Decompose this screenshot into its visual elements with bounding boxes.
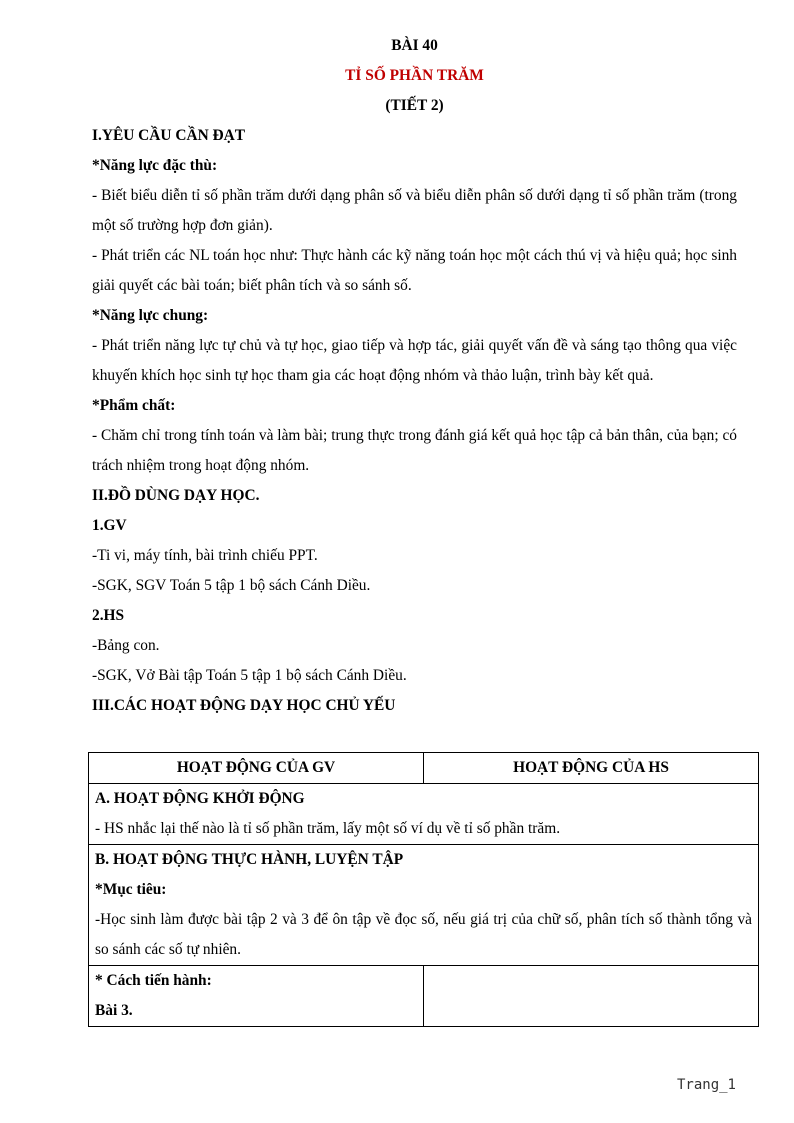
table-row	[89, 784, 759, 845]
procedure-heading: * Cách tiến hành:	[95, 972, 212, 989]
lesson-period: (TIẾT 2)	[385, 97, 444, 114]
specific-competence-p2: - Phát triển các NL toán học như: Thực hành các kỹ năng toán học một cách thú vị và hiệu quả; học sinh giải quyết các bài toán; biết phân tích và so sánh số.	[92, 247, 737, 294]
page-number: Trang_1	[676, 1077, 736, 1093]
practice-goal-text: -Học sinh làm được bài tập 2 và 3 để ôn tập về đọc số, nếu giá trị của chữ số, phân tích số thành tổng và so sánh các số tự nhiên.	[95, 911, 752, 958]
teacher-activity-column-header: HOẠT ĐỘNG CỦA GV	[89, 753, 424, 784]
teacher-material-item: -Ti vi, máy tính, bài trình chiếu PPT.	[92, 547, 318, 564]
practice-heading: B. HOẠT ĐỘNG THỰC HÀNH, LUYỆN TẬP	[95, 851, 404, 868]
quality-p1: - Chăm chỉ trong tính toán và làm bài; trung thực trong đánh giá kết quả học tập cả bản thân, của bạn; có trách nhiệm trong hoạt động nhóm.	[92, 427, 737, 474]
document-page	[92, 33, 737, 721]
teacher-materials-heading: 1.GV	[92, 517, 127, 534]
student-activity-column-header: HOẠT ĐỘNG CỦA HS	[424, 753, 759, 784]
table-row	[89, 845, 759, 966]
specific-competence-heading: *Năng lực đặc thù:	[92, 157, 218, 174]
student-material-item: -SGK, Vở Bài tập Toán 5 tập 1 bộ sách Cánh Diều.	[92, 667, 407, 684]
lesson-title: TỈ SỐ PHẦN TRĂM	[345, 67, 484, 84]
specific-competence-p1: - Biết biểu diễn tỉ số phần trăm dưới dạng phân số và biểu diễn phân số dưới dạng tỉ số phần trăm (trong một số trường hợp đơn giản).	[92, 187, 737, 234]
warmup-heading: A. HOẠT ĐỘNG KHỞI ĐỘNG	[95, 790, 305, 807]
warmup-cell	[89, 784, 759, 845]
general-competence-p1: - Phát triển năng lực tự chủ và tự học, giao tiếp và hợp tác, giải quyết vấn đề và sáng tạo thông qua việc khuyến khích học sinh tự học tham gia các hoạt động nhóm và thảo luận, trình bày kết quả.	[92, 337, 737, 384]
teacher-material-item: -SGK, SGV Toán 5 tập 1 bộ sách Cánh Diều.	[92, 577, 371, 594]
general-competence-heading: *Năng lực chung:	[92, 307, 209, 324]
student-procedure-cell	[424, 966, 759, 1027]
procedure-cell	[89, 966, 424, 1027]
warmup-text: - HS nhắc lại thế nào là tỉ số phần trăm, lấy một số ví dụ về tỉ số phần trăm.	[95, 820, 561, 837]
section-1-heading: I.YÊU CẦU CẦN ĐẠT	[92, 127, 246, 144]
exercise-label: Bài 3.	[95, 1002, 133, 1019]
student-materials-heading: 2.HS	[92, 607, 125, 624]
lesson-number: BÀI 40	[391, 37, 438, 54]
quality-heading: *Phẩm chất:	[92, 397, 176, 414]
student-material-item: -Bảng con.	[92, 637, 160, 654]
table-row	[89, 966, 759, 1027]
section-3-heading: III.CÁC HOẠT ĐỘNG DẠY HỌC CHỦ YẾU	[92, 697, 396, 714]
practice-cell	[89, 845, 759, 966]
activities-table	[88, 752, 759, 1027]
practice-goal-heading: *Mục tiêu:	[95, 881, 167, 898]
table-header-row	[89, 753, 759, 784]
section-2-heading: II.ĐỒ DÙNG DẠY HỌC.	[92, 487, 260, 504]
